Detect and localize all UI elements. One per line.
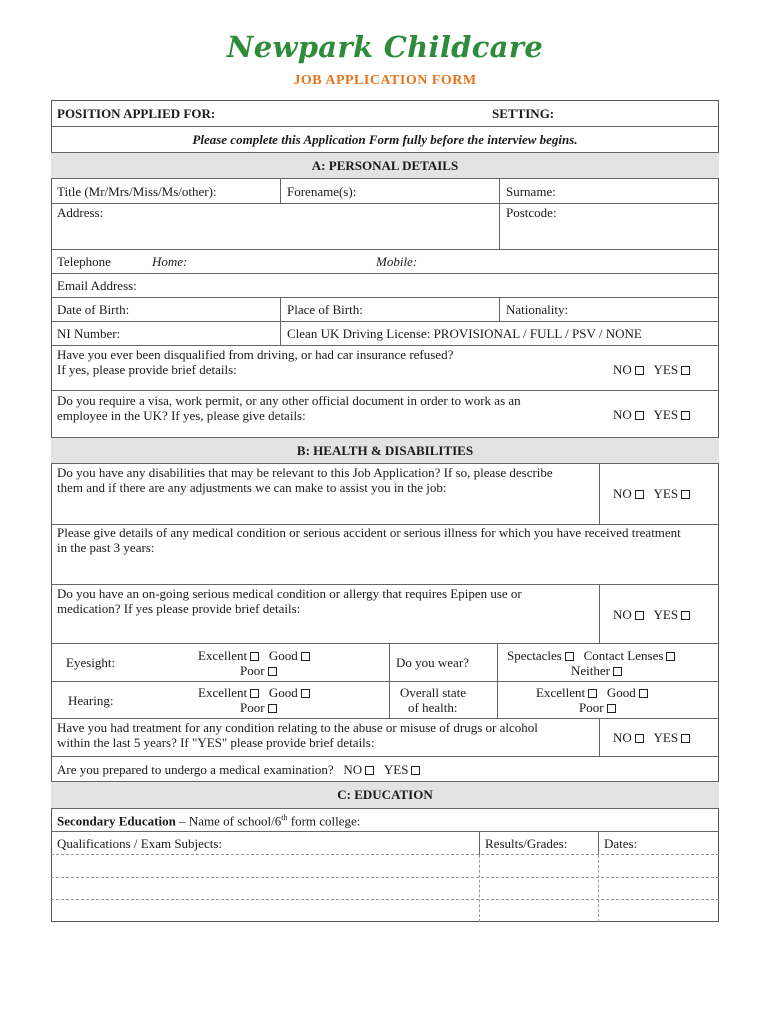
divider bbox=[497, 682, 498, 719]
disabilities-question: Do you have any disabilities that may be relevant to this Job Application? If so, please describe bbox=[57, 465, 553, 480]
exam-row[interactable] bbox=[51, 757, 719, 782]
telephone-label: Telephone bbox=[57, 254, 111, 269]
secondary-label: Secondary Education – Name of school/6th form college: bbox=[57, 813, 361, 829]
form-title: JOB APPLICATION FORM bbox=[293, 73, 477, 88]
divider bbox=[599, 719, 600, 757]
visa-row[interactable] bbox=[51, 391, 719, 438]
visa-question-2: employee in the UK? If yes, please give details: bbox=[57, 408, 306, 423]
eyesight-row[interactable] bbox=[51, 644, 719, 682]
health-poor[interactable]: Poor bbox=[579, 700, 616, 716]
eyesight-poor[interactable]: Poor bbox=[240, 663, 277, 679]
section-a-header bbox=[51, 153, 719, 179]
dob-row[interactable] bbox=[51, 298, 719, 322]
poor-checkbox[interactable] bbox=[607, 704, 616, 713]
position-label: POSITION APPLIED FOR: bbox=[57, 106, 216, 121]
good-checkbox[interactable] bbox=[301, 689, 310, 698]
table-row[interactable] bbox=[51, 899, 719, 900]
epipen-question-2: medication? If yes please provide brief details: bbox=[57, 601, 301, 616]
instruction-text: Please complete this Application Form fully before the interview begins. bbox=[192, 132, 578, 147]
hearing-row[interactable] bbox=[51, 682, 719, 719]
overall-label-2: of health: bbox=[408, 700, 458, 715]
divider bbox=[599, 585, 600, 644]
excellent-checkbox[interactable] bbox=[250, 689, 259, 698]
section-b-header bbox=[51, 438, 719, 464]
email-row[interactable] bbox=[51, 274, 719, 298]
overall-label: Overall state bbox=[400, 685, 467, 700]
treatment-row[interactable] bbox=[51, 719, 719, 757]
visa-question: Do you require a visa, work permit, or any other official document in order to work as an bbox=[57, 393, 521, 408]
position-row[interactable] bbox=[51, 100, 719, 127]
results-label: Results/Grades: bbox=[485, 836, 568, 851]
section-c-title: C: EDUCATION bbox=[337, 787, 433, 802]
good-checkbox[interactable] bbox=[639, 689, 648, 698]
disabilities-row[interactable] bbox=[51, 464, 719, 525]
medical-question-2: in the past 3 years: bbox=[57, 540, 155, 555]
health-excellent[interactable]: Excellent Good bbox=[536, 685, 648, 701]
yes-no-choice[interactable]: NO YES bbox=[613, 486, 690, 502]
good-checkbox[interactable] bbox=[301, 652, 310, 661]
epipen-row[interactable] bbox=[51, 585, 719, 644]
yes-no-choice[interactable]: NO YES bbox=[613, 730, 690, 746]
spectacles-option[interactable]: Spectacles Contact Lenses bbox=[507, 648, 675, 664]
eyesight-label: Eyesight: bbox=[66, 655, 116, 670]
divider bbox=[479, 855, 480, 922]
divider bbox=[479, 832, 480, 855]
disabilities-question-2: them and if there are any adjustments we can make to assist you in the job: bbox=[57, 480, 447, 495]
dob-label: Date of Birth: bbox=[57, 302, 130, 317]
org-name: Newpark Childcare bbox=[226, 30, 544, 64]
spectacles-checkbox[interactable] bbox=[565, 652, 574, 661]
no-checkbox[interactable] bbox=[635, 411, 644, 420]
secondary-row[interactable] bbox=[51, 809, 719, 832]
epipen-question: Do you have an on-going serious medical condition or allergy that requires Epipen use or bbox=[57, 586, 522, 601]
postcode-label: Postcode: bbox=[506, 205, 557, 220]
yes-no-choice[interactable]: NO YES bbox=[613, 607, 690, 623]
mobile-label: Mobile: bbox=[376, 254, 418, 269]
title-label: Title (Mr/Mrs/Miss/Ms/other): bbox=[57, 184, 217, 199]
yes-no-choice[interactable]: NO YES bbox=[613, 362, 690, 378]
instruction-row bbox=[51, 127, 719, 153]
medical-question: Please give details of any medical condition or serious accident or serious illness for which you have received treatment bbox=[57, 525, 681, 540]
no-checkbox[interactable] bbox=[635, 734, 644, 743]
divider bbox=[280, 179, 281, 204]
treatment-question-2: within the last 5 years? If "YES" please provide brief details: bbox=[57, 735, 375, 750]
divider bbox=[499, 179, 500, 204]
license-label: Clean UK Driving License: PROVISIONAL / FULL / PSV / NONE bbox=[287, 326, 642, 341]
ni-label: NI Number: bbox=[57, 326, 121, 341]
disqualified-row[interactable] bbox=[51, 346, 719, 391]
no-checkbox[interactable] bbox=[635, 366, 644, 375]
qualifications-table[interactable] bbox=[51, 832, 719, 922]
divider bbox=[598, 855, 599, 922]
yes-checkbox[interactable] bbox=[681, 411, 690, 420]
divider bbox=[499, 298, 500, 322]
disqualified-question: Have you ever been disqualified from driving, or had car insurance refused? bbox=[57, 347, 454, 362]
neither-option[interactable]: Neither bbox=[571, 663, 622, 679]
section-a-title: A: PERSONAL DETAILS bbox=[311, 158, 459, 173]
surname-label: Surname: bbox=[506, 184, 556, 199]
pob-label: Place of Birth: bbox=[287, 302, 363, 317]
hearing-poor[interactable]: Poor bbox=[240, 700, 277, 716]
hearing-label: Hearing: bbox=[68, 693, 114, 708]
poor-checkbox[interactable] bbox=[268, 704, 277, 713]
divider bbox=[497, 644, 498, 682]
divider bbox=[389, 644, 390, 682]
divider bbox=[599, 464, 600, 525]
hearing-excellent[interactable]: Excellent Good bbox=[198, 685, 310, 701]
name-row[interactable] bbox=[51, 179, 719, 204]
divider bbox=[280, 298, 281, 322]
no-checkbox[interactable] bbox=[635, 611, 644, 620]
wear-label: Do you wear? bbox=[396, 655, 469, 670]
yes-checkbox[interactable] bbox=[411, 766, 420, 775]
treatment-question: Have you had treatment for any condition relating to the abuse or misuse of drugs or alcohol bbox=[57, 720, 538, 735]
eyesight-excellent[interactable]: Excellent Good bbox=[198, 648, 310, 664]
yes-checkbox[interactable] bbox=[681, 611, 690, 620]
divider bbox=[280, 322, 281, 346]
yes-checkbox[interactable] bbox=[681, 490, 690, 499]
table-row[interactable] bbox=[51, 877, 719, 878]
excellent-checkbox[interactable] bbox=[250, 652, 259, 661]
nationality-label: Nationality: bbox=[506, 302, 569, 317]
divider bbox=[389, 682, 390, 719]
address-label: Address: bbox=[57, 205, 104, 220]
medical-row[interactable] bbox=[51, 525, 719, 585]
telephone-row[interactable] bbox=[51, 250, 719, 274]
section-c-header bbox=[51, 782, 719, 809]
table-row[interactable] bbox=[51, 854, 719, 855]
qualifications-label: Qualifications / Exam Subjects: bbox=[57, 836, 222, 851]
excellent-checkbox[interactable] bbox=[588, 689, 597, 698]
neither-checkbox[interactable] bbox=[613, 667, 622, 676]
setting-label: SETTING: bbox=[492, 106, 555, 121]
no-checkbox[interactable] bbox=[365, 766, 374, 775]
forename-label: Forename(s): bbox=[287, 184, 357, 199]
ni-row[interactable] bbox=[51, 322, 719, 346]
contact-lenses-checkbox[interactable] bbox=[666, 652, 675, 661]
no-checkbox[interactable] bbox=[635, 490, 644, 499]
home-label: Home: bbox=[152, 254, 188, 269]
exam-question[interactable]: Are you prepared to undergo a medical examination? NO YES bbox=[57, 762, 420, 778]
divider bbox=[598, 832, 599, 855]
address-row[interactable] bbox=[51, 204, 719, 250]
divider bbox=[499, 204, 500, 250]
dates-label: Dates: bbox=[604, 836, 638, 851]
yes-checkbox[interactable] bbox=[681, 366, 690, 375]
section-b-title: B: HEALTH & DISABILITIES bbox=[296, 443, 474, 458]
yes-checkbox[interactable] bbox=[681, 734, 690, 743]
email-label: Email Address: bbox=[57, 278, 137, 293]
disqualified-question-2: If yes, please provide brief details: bbox=[57, 362, 237, 377]
poor-checkbox[interactable] bbox=[268, 667, 277, 676]
yes-no-choice[interactable]: NO YES bbox=[613, 407, 690, 423]
